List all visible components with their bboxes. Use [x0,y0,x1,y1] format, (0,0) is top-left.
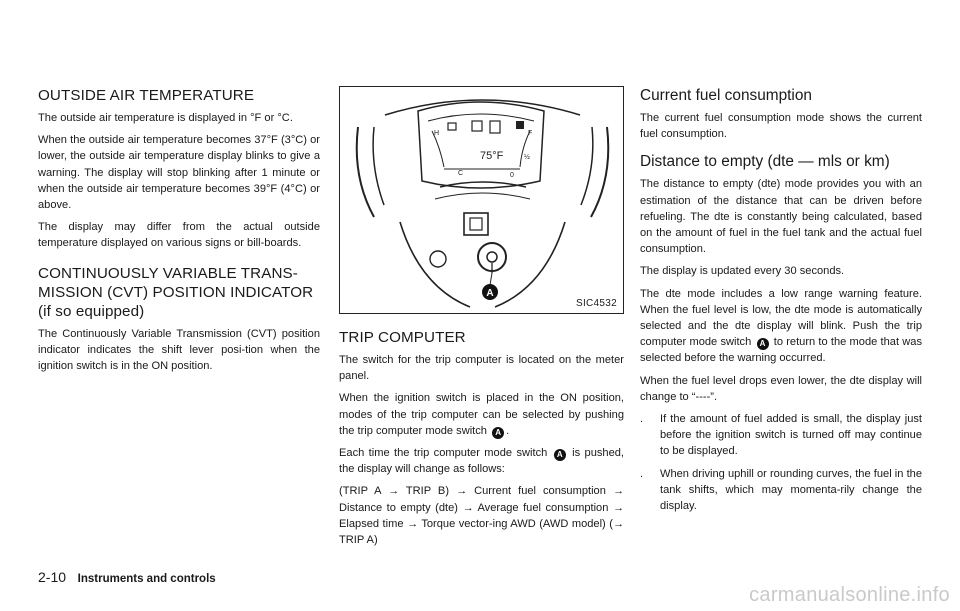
gauge-zero-label: 0 [510,172,514,179]
watermark: carmanualsonline.info [749,584,950,606]
paragraph: The Continuously Variable Transmission (CVT) position indicator indicates the shift lever posi-tion when the ignition switch is in the ON position. [38,327,320,373]
outside-temp-readout: 75°F [480,150,504,162]
paragraph: When the fuel level drops even lower, the dte display will change to “----”. [640,374,922,403]
subsection-title-current-fuel: Current fuel consumption [640,87,812,104]
callout-label: A [486,288,494,299]
paragraph: The current fuel consumption mode shows the current fuel consumption. [640,112,922,141]
paragraph: The display may differ from the actual outside temperature displayed on various signs or bill-boards. [38,221,320,250]
paragraph-mode-sequence: (TRIP A → TRIP B) → Current fuel consumption → Distance to empty (dte) → Average fuel consumption → Elapsed time → Torque vector-ing AWD (AWD model) (→ TRIP A) [339,485,624,547]
title-line: MISSION (CVT) POSITION INDICATOR [38,283,314,301]
paragraph: The switch for the trip computer is located on the meter panel. [339,354,624,383]
list-item: . When driving uphill or rounding curves, the fuel in the tank shifts, which may momenta-rily change the display. [640,467,922,513]
figure-code: SIC4532 [575,298,617,309]
title-line: CONTINUOUSLY VARIABLE TRANS- [38,264,298,282]
gauge-half-label: ½ [524,154,530,161]
paragraph: The dte mode includes a low range warning feature. When the fuel level is low, the dte mode is automatically selected and the dte display will blink. Push the trip computer mode switch A to return to the mode that was selected before the warning occurred. [640,287,922,365]
section-title-outside-air-temperature: OUTSIDE AIR TEMPERATURE [38,87,255,104]
meter-panel-figure [339,86,624,314]
section-name: Instruments and controls [77,573,216,585]
bullet-list [640,411,922,514]
bullet-mark: . [640,413,644,426]
column-left [38,86,320,380]
subsection-title-dte: Distance to empty (dte — mls or km) [640,153,890,171]
gauge-f-label: F [528,130,533,137]
center-display-frame [418,102,544,188]
section-title-trip-computer: TRIP COMPUTER [339,329,466,346]
switch-a-badge: A [757,338,769,350]
right-gauge-arc [591,127,608,217]
paragraph: When the outside air temperature becomes 37°F (3°C) or lower, the outside air temperature display blinks to give a warning. The display will stop blinking after 1 minute or when the outside air temperature becomes 39°F (4°C) or above. [38,134,320,212]
column-middle [339,86,624,554]
title-line: (if so equipped) [38,302,145,320]
left-gauge-arc [357,127,374,217]
page-number: 2-10 [38,569,67,585]
switch-a-badge: A [492,427,504,439]
section-title-cvt-indicator [38,264,320,321]
meter-illustration [340,87,625,315]
bullet-mark: . [640,467,644,480]
paragraph: Each time the trip computer mode switch A is pushed, the display will change as follows: [339,447,624,476]
list-item: . If the amount of fuel added is small, the display just before the ignition switch is turned off may continue to be displayed. [640,413,922,458]
left-knob [430,251,446,267]
page-footer [38,569,216,585]
display-switch [464,213,488,235]
paragraph: The outside air temperature is displayed in °F or °C. [38,112,293,124]
paragraph: The distance to empty (dte) mode provides you with an estimation of the distance that can be driven before refueling. The dte is constantly being calculated, based on the amount of fuel in the fuel tank and the actual fuel consumption. [640,178,922,256]
gauge-h-label: H [434,130,440,137]
gauge-c-label: C [458,170,464,177]
switch-a-badge: A [554,449,566,461]
column-right [640,86,922,520]
paragraph: The display is updated every 30 seconds. [640,265,845,278]
paragraph: When the ignition switch is placed in the ON position, modes of the trip computer can be selected by pushing the trip computer mode switch A . [339,392,624,437]
